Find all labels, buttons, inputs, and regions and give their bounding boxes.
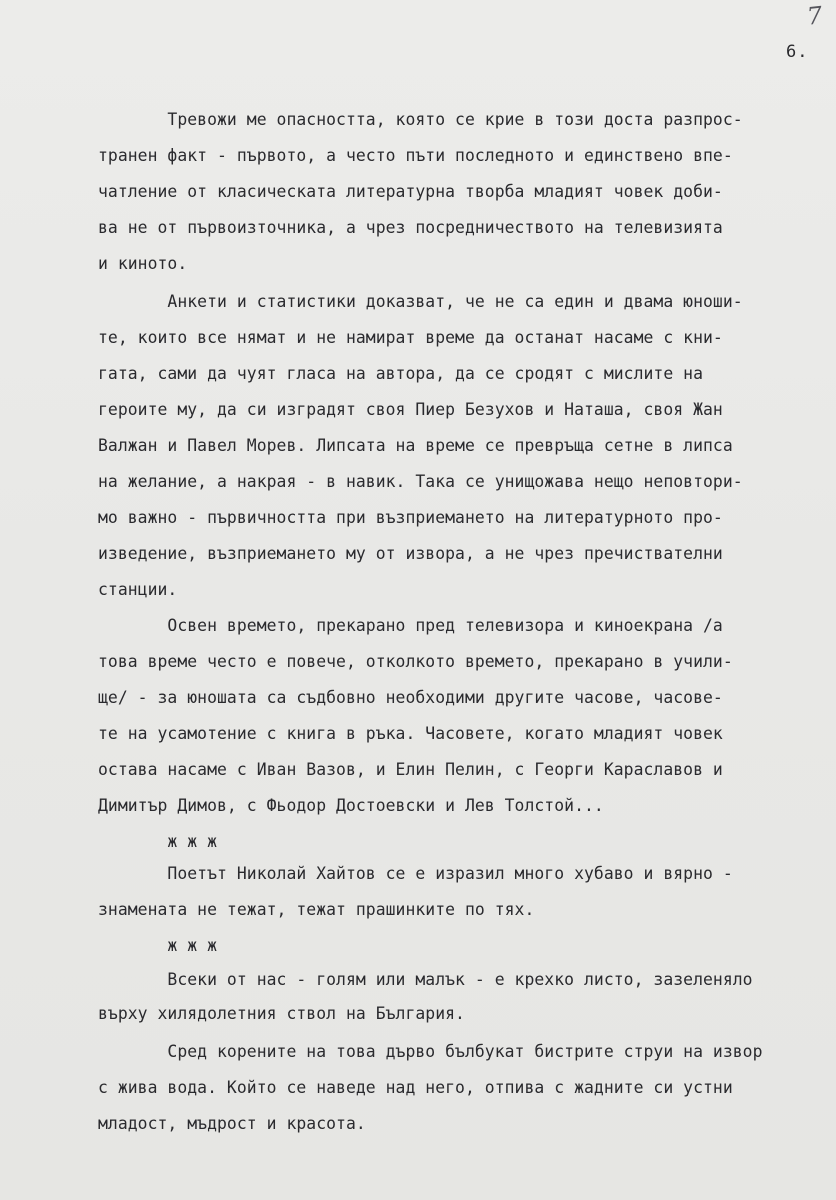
- text-line: знамената не тежат, тежат прашинките по тях.: [98, 900, 535, 919]
- text-line: върху хилядолетния ствол на България.: [98, 1004, 465, 1023]
- text-line: мо важно - първичността при възприемането на литературното про-: [98, 508, 723, 527]
- text-line: героите му, да си изградят своя Пиер Безухов и Наташа, своя Жан: [98, 400, 723, 419]
- text-line: станции.: [98, 580, 178, 599]
- text-line: те, които все нямат и не намират време да останат насаме с кни-: [98, 328, 723, 347]
- page-number: 6.: [786, 42, 809, 62]
- text-line: Анкети и статистики доказват, че не са един и двама юноши-: [98, 292, 743, 311]
- text-line: транен факт - първото, а често пъти последното и единствено впе-: [98, 146, 733, 165]
- text-line: те на усамотение с книга в ръка. Часовете, когато младият човек: [98, 724, 723, 743]
- text-line: гата, сами да чуят гласа на автора, да се сродят с мислите на: [98, 364, 703, 383]
- text-line: това време често е повече, отколкото времето, прекарано в учили-: [98, 652, 733, 671]
- text-line: остава насаме с Иван Вазов, и Елин Пелин, с Георги Караславов и: [98, 760, 723, 779]
- text-line: Поетът Николай Хайтов се е изразил много хубаво и вярно -: [98, 864, 733, 883]
- text-line: ва не от първоизточника, а чрез посредничеството на телевизията: [98, 218, 723, 237]
- text-line: Димитър Димов, с Фьодор Достоевски и Лев Толстой...: [98, 796, 604, 815]
- text-line: младост, мъдрост и красота.: [98, 1114, 366, 1133]
- text-line: изведение, възприемането му от извора, а не чрез пречиствателни: [98, 544, 723, 563]
- section-separator: ж ж ж: [98, 832, 218, 851]
- text-line: и киното.: [98, 254, 188, 273]
- text-line: чатление от класическата литературна творба младият човек доби-: [98, 182, 723, 201]
- text-line: с жива вода. Който се наведе над него, отпива с жадните си устни: [98, 1078, 733, 1097]
- text-line: на желание, а накрая - в навик. Така се унищожава нещо неповтори-: [98, 472, 743, 491]
- text-line: Сред корените на това дърво бълбукат бистрите струи на извор: [98, 1042, 763, 1061]
- section-separator: ж ж ж: [98, 936, 218, 955]
- text-line: ще/ - за юношата са съдбовно необходими другите часове, часове-: [98, 688, 723, 707]
- handwritten-page-mark: 7: [805, 1, 824, 31]
- text-line: Освен времето, прекарано пред телевизора и киноекрана /а: [98, 616, 723, 635]
- text-line: Валжан и Павел Морев. Липсата на време се превръща сетне в липса: [98, 436, 733, 455]
- text-line: Тревожи ме опасността, която се крие в този доста разпрос-: [98, 110, 743, 129]
- text-line: Всеки от нас - голям или малък - е крехко листо, зазеленяло: [98, 970, 753, 989]
